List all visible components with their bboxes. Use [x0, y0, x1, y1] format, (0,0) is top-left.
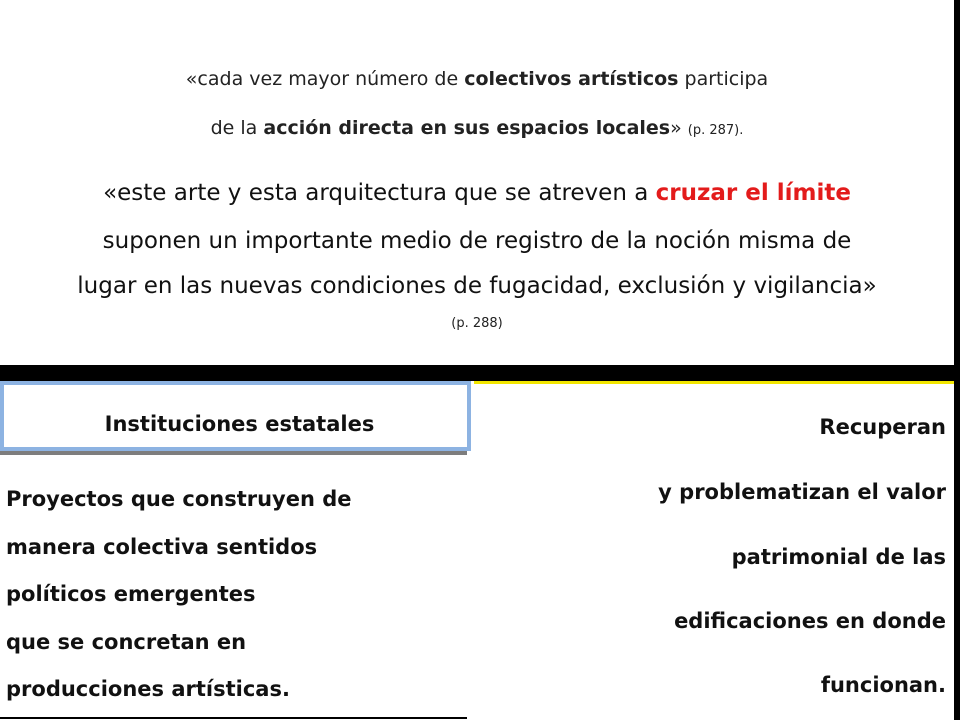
- quote1-line2: [0, 117, 954, 139]
- black-divider-band: [0, 365, 954, 381]
- quote2-line1: [0, 180, 954, 206]
- left-underline: [0, 717, 467, 719]
- quote2-highlight: cruzar el límite: [655, 180, 851, 206]
- quote1-text: «cada vez mayor número de: [185, 68, 465, 90]
- right-line: Recuperan: [819, 415, 946, 439]
- quote1-text: »: [670, 117, 688, 139]
- left-line: producciones artísticas.: [6, 677, 290, 701]
- quote2-text: «este arte y esta arquitectura que se atreven a: [103, 180, 656, 206]
- left-line: que se concretan en: [6, 629, 247, 654]
- quote1-line1: [0, 68, 954, 90]
- right-border: [954, 0, 960, 720]
- institutions-heading: Instituciones estatales: [104, 412, 375, 436]
- quote1-emphasis: colectivos artísticos: [464, 68, 679, 90]
- left-column-text: [6, 476, 466, 714]
- left-line: manera colectiva sentidos: [6, 534, 318, 559]
- left-line: Proyectos que construyen de: [6, 487, 352, 511]
- institutions-box: [0, 381, 471, 451]
- quote1-emphasis: acción directa en sus espacios locales: [263, 117, 671, 139]
- left-line: políticos emergentes: [6, 582, 256, 606]
- right-line: y problematizan el valor: [658, 480, 946, 504]
- quote2-line2: suponen un importante medio de registro de la noción misma de: [102, 228, 852, 254]
- right-line: patrimonial de las: [731, 545, 946, 569]
- quote1-text: participa: [678, 68, 769, 90]
- quote1-page-ref: (p. 287).: [687, 123, 744, 138]
- quote2-line3: lugar en las nuevas condiciones de fugacidad, exclusión y vigilancia»: [77, 273, 877, 299]
- right-line: funcionan.: [820, 673, 946, 697]
- quote2-page-ref: (p. 288): [451, 316, 503, 331]
- quote1-text: de la: [210, 117, 264, 139]
- yellow-rule: [474, 381, 954, 384]
- right-line: edificaciones en donde: [674, 609, 946, 633]
